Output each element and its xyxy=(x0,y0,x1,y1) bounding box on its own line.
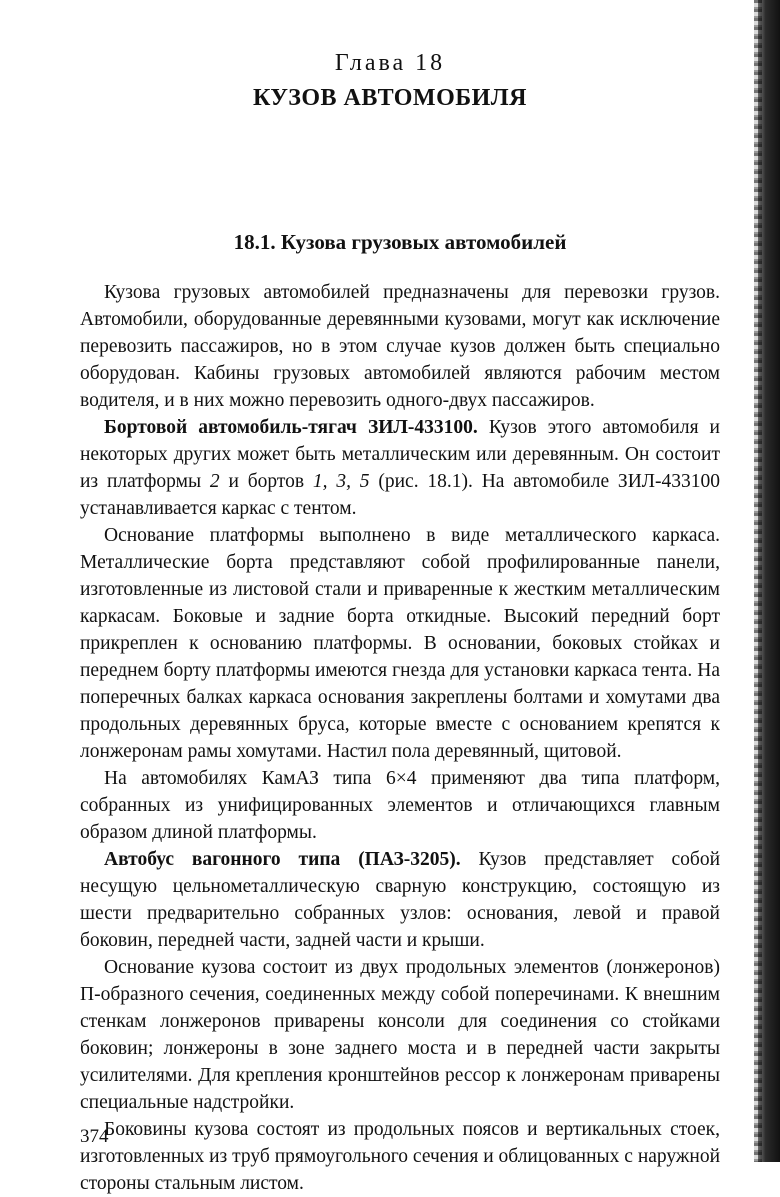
page-edge-texture xyxy=(754,0,762,1162)
paragraph xyxy=(80,954,720,1116)
paragraph-text: Кузов этого автомобиля и некоторых других может быть металлическим или деревянным. Он состоит из платформы xyxy=(80,417,720,492)
paragraph xyxy=(80,846,720,954)
paragraph-lead: Бортовой автомобиль-тягач ЗИЛ-433100. xyxy=(104,417,478,438)
paragraph xyxy=(80,279,720,414)
paragraph-text: и бортов xyxy=(219,471,313,492)
paragraph-text: На автомобилях КамАЗ типа 6×4 применяют два типа платформ, собранных из унифицированных элементов и отличающихся главным образом длиной платформы. xyxy=(80,768,720,843)
figure-ref: 1, 3, 5 xyxy=(312,471,370,492)
chapter-title: КУЗОВ АВТОМОБИЛЯ xyxy=(252,85,527,111)
body-text xyxy=(80,279,720,1197)
paragraph-text: Основание платформы выполнено в виде металлического каркаса. Металлические борта представляют собой профилированные панели, изготовленные из листовой стали и приваренные к жестким металлическим каркасам. Боковые и задние борта откидные. Высокий передний борт прикреплен к основанию платформы. В основании, боковых стойках и переднем борту платформы имеются гнезда для установки каркаса тента. На поперечных балках каркаса основания закреплены болтами и хомутами два продольных деревянных бруса, которые вместе с основанием крепятся к лонжеронам рамы хомутами. Настил пола деревянный, щитовой. xyxy=(80,525,720,762)
paragraph-text: (рис. 18.1). На автомобиле ЗИЛ-433100 устанавливается каркас с тентом. xyxy=(80,471,721,519)
paragraph-text: Кузова грузовых автомобилей предназначены для перевозки грузов. Автомобили, оборудованные деревянными кузовами, могут как исключение перевозить пассажиров, но в этом случае кузов должен быть специально оборудован. Кабины грузовых автомобилей являются рабочим местом водителя, и в них можно перевозить одного-двух пассажиров. xyxy=(80,282,720,411)
page-number: 374 xyxy=(80,1126,109,1147)
chapter-label: Глава 18 xyxy=(334,50,446,76)
paragraph xyxy=(80,765,720,846)
figure-ref: 2 xyxy=(209,471,220,492)
paragraph-text: Кузов представляет собой несущую цельнометаллическую сварную конструкцию, состоящую из шести предварительно собранных узлов: основания, левой и правой боковин, передней части, задней части и крыши. xyxy=(80,849,720,951)
paragraph-text: Основание кузова состоит из двух продольных элементов (лонжеронов) П-образного сечения, соединенных между собой поперечинами. К внешним стенкам лонжеронов приварены консоли для соединения со стойками боковин; лонжероны в зоне заднего моста и в передней части закрыты усилителями. Для крепления кронштейнов рессор к лонжеронам приварены специальные надстройки. xyxy=(80,957,720,1113)
paragraph xyxy=(80,522,720,765)
paragraph xyxy=(80,414,720,522)
section-title: 18.1. Кузова грузовых автомобилей xyxy=(233,230,567,254)
paragraph xyxy=(80,1116,720,1197)
paragraph-text: Боковины кузова состоят из продольных поясов и вертикальных стоек, изготовленных из труб прямоугольного сечения и облицованных с наружной стороны стальным листом. xyxy=(80,1119,720,1194)
paragraph-lead: Автобус вагонного типа (ПАЗ-3205). xyxy=(104,849,461,870)
